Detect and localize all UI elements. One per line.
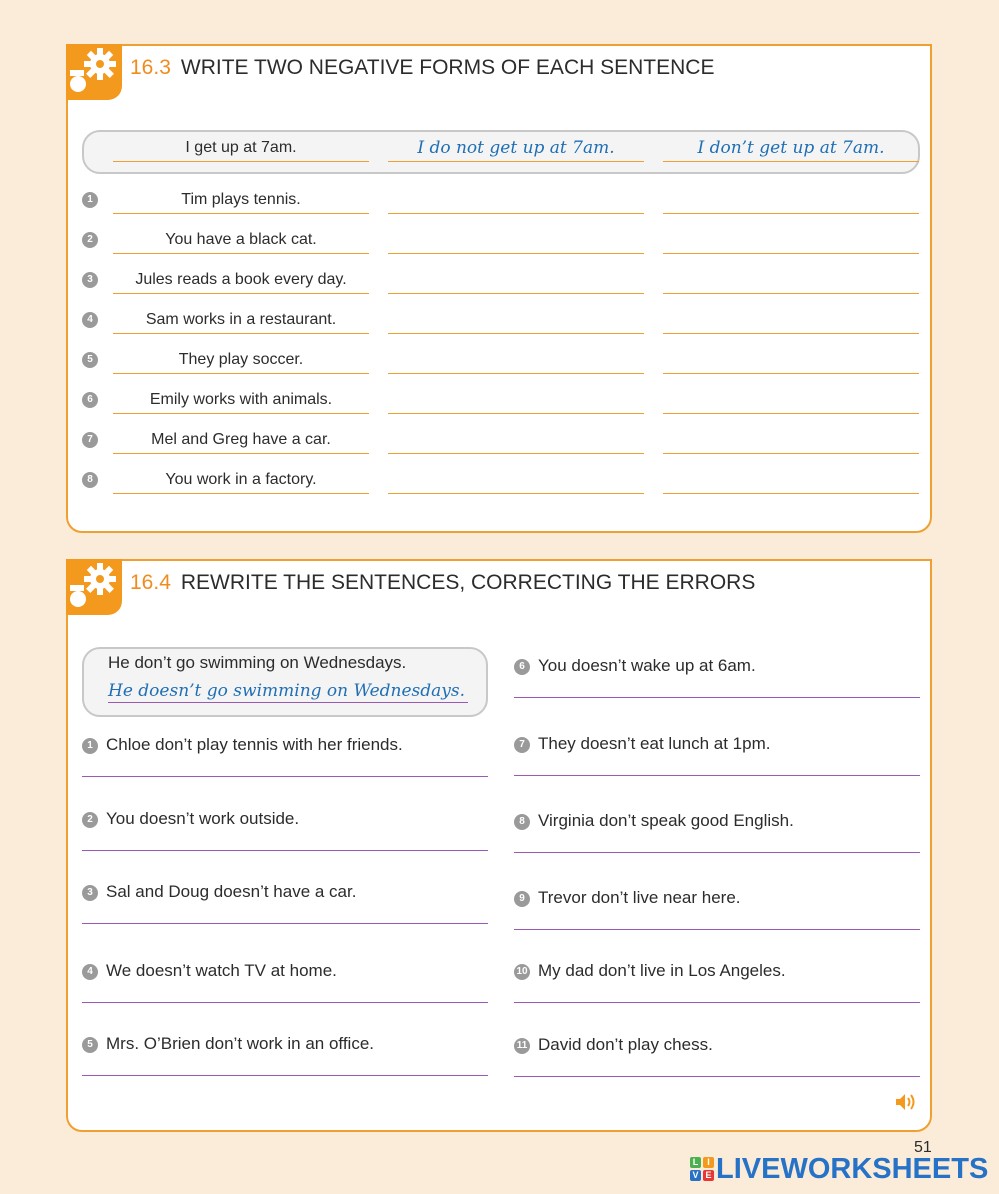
example-sentence: I get up at 7am. <box>113 135 369 162</box>
example-sentence: He don’t go swimming on Wednesdays. <box>108 653 407 672</box>
item-number-badge: 1 <box>82 738 98 754</box>
answer-input-line[interactable] <box>514 1002 920 1003</box>
example-answer-1: I do not get up at 7am. <box>388 135 644 162</box>
example-answer-2: I don’t get up at 7am. <box>663 135 919 162</box>
item-sentence: David don’t play chess. <box>538 1035 713 1054</box>
item-number-badge: 4 <box>82 964 98 980</box>
answer-input-2[interactable] <box>663 267 919 294</box>
live-logo-grid <box>690 1157 714 1181</box>
answer-input-1[interactable] <box>388 467 644 494</box>
answer-input-line[interactable] <box>514 852 920 853</box>
answer-input-1[interactable] <box>388 307 644 334</box>
live-letter: E <box>703 1170 714 1181</box>
answer-input-line[interactable] <box>514 929 920 930</box>
exercise-16-3-panel <box>66 44 932 533</box>
answer-input-line[interactable] <box>514 1076 920 1077</box>
item-number-badge: 5 <box>82 352 98 368</box>
answer-input-2[interactable] <box>663 387 919 414</box>
answer-input-2[interactable] <box>663 427 919 454</box>
gear-icon <box>66 559 122 615</box>
exercise-title <box>130 56 714 80</box>
item-sentence: You doesn’t work outside. <box>106 809 300 828</box>
answer-input-line[interactable] <box>82 850 488 851</box>
live-letter: L <box>690 1157 701 1168</box>
example-answer-line <box>108 702 468 703</box>
answer-input-2[interactable] <box>663 307 919 334</box>
item-sentence: Tim plays tennis. <box>113 187 369 214</box>
item-number-badge: 6 <box>514 659 530 675</box>
item-number-badge: 11 <box>514 1038 530 1054</box>
item-number-badge: 8 <box>514 814 530 830</box>
item-number-badge: 7 <box>82 432 98 448</box>
answer-input-line[interactable] <box>82 1002 488 1003</box>
item-number-badge: 8 <box>82 472 98 488</box>
answer-input-line[interactable] <box>82 923 488 924</box>
item-sentence: Mel and Greg have a car. <box>113 427 369 454</box>
item-number-badge: 6 <box>82 392 98 408</box>
item-sentence: Sal and Doug doesn’t have a car. <box>106 882 357 901</box>
answer-input-line[interactable] <box>82 1075 488 1076</box>
item-sentence: Mrs. O’Brien don’t work in an office. <box>106 1034 375 1053</box>
item-number-badge: 5 <box>82 1037 98 1053</box>
item-number-badge: 2 <box>82 812 98 828</box>
answer-input-2[interactable] <box>663 467 919 494</box>
item-number-badge: 3 <box>82 272 98 288</box>
page-number: 51 <box>914 1139 932 1156</box>
item-sentence: Sam works in a restaurant. <box>113 307 369 334</box>
item-sentence: You work in a factory. <box>113 467 369 494</box>
answer-input-1[interactable] <box>388 347 644 374</box>
item-sentence: We doesn’t watch TV at home. <box>106 961 337 980</box>
answer-input-line[interactable] <box>82 776 488 777</box>
answer-input-1[interactable] <box>388 427 644 454</box>
example-answer: He doesn’t go swimming on Wednesdays. <box>108 681 466 701</box>
item-number-badge: 7 <box>514 737 530 753</box>
answer-input-2[interactable] <box>663 347 919 374</box>
exercise-title <box>130 571 755 595</box>
answer-input-2[interactable] <box>663 187 919 214</box>
item-sentence: Trevor don’t live near here. <box>538 888 741 907</box>
brand-name: LIVEWORKSHEETS <box>716 1152 989 1185</box>
answer-input-1[interactable] <box>388 267 644 294</box>
item-sentence: Chloe don’t play tennis with her friends. <box>106 735 403 754</box>
exercise-number: 16.4 <box>130 571 171 594</box>
item-number-badge: 1 <box>82 192 98 208</box>
answer-input-line[interactable] <box>514 775 920 776</box>
answer-input-line[interactable] <box>514 697 920 698</box>
answer-input-1[interactable] <box>388 227 644 254</box>
answer-input-1[interactable] <box>388 387 644 414</box>
exercise-instruction: REWRITE THE SENTENCES, CORRECTING THE ERRORS <box>180 571 756 594</box>
live-letter: V <box>690 1170 701 1181</box>
item-sentence: My dad don’t live in Los Angeles. <box>538 961 786 980</box>
exercise-instruction: WRITE TWO NEGATIVE FORMS OF EACH SENTENCE <box>180 56 715 79</box>
exercise-16-4-panel <box>66 559 932 1132</box>
answer-input-2[interactable] <box>663 227 919 254</box>
item-number-badge: 10 <box>514 964 530 980</box>
item-sentence: Emily works with animals. <box>113 387 369 414</box>
gear-icon <box>66 44 122 100</box>
item-sentence: Virginia don’t speak good English. <box>538 811 794 830</box>
item-sentence: They play soccer. <box>113 347 369 374</box>
live-letter: I <box>703 1157 714 1168</box>
item-number-badge: 3 <box>82 885 98 901</box>
audio-speaker-icon[interactable] <box>894 1091 918 1118</box>
item-number-badge: 2 <box>82 232 98 248</box>
liveworksheets-logo <box>690 1152 988 1186</box>
answer-input-1[interactable] <box>388 187 644 214</box>
item-sentence: You have a black cat. <box>113 227 369 254</box>
item-sentence: Jules reads a book every day. <box>113 267 369 294</box>
item-sentence: They doesn’t eat lunch at 1pm. <box>538 734 771 753</box>
item-number-badge: 9 <box>514 891 530 907</box>
item-number-badge: 4 <box>82 312 98 328</box>
item-sentence: You doesn’t wake up at 6am. <box>538 656 756 675</box>
exercise-number: 16.3 <box>130 56 171 79</box>
